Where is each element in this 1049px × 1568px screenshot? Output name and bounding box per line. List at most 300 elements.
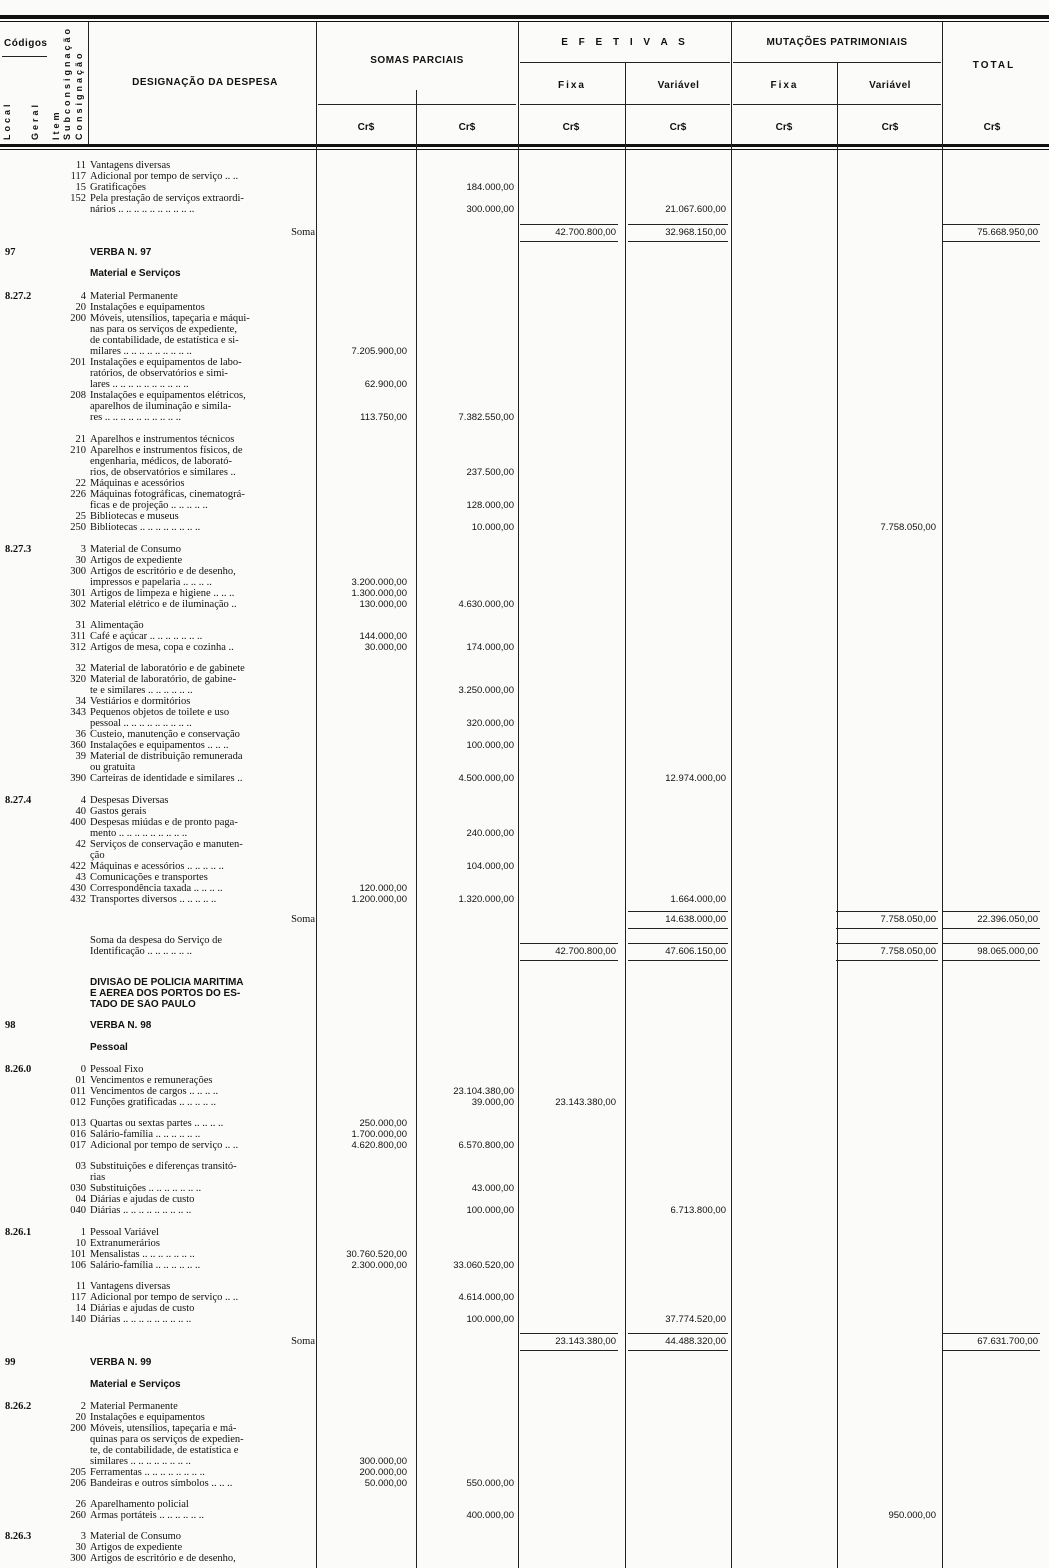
currency-label: Cr$ [881,122,899,133]
expense-description: Vestiários e dormitórios [90,696,191,707]
expense-description: Carteiras de identidade e similares .. [90,773,243,784]
item-code: 208 [70,390,86,401]
expense-description: Pessoal Variável [90,1227,159,1238]
expense-description: Artigos de limpeza e higiene .. .. .. [90,588,235,599]
expense-description: Adicional por tempo de serviço .. .. [90,1140,239,1151]
item-code: 017 [70,1140,86,1151]
expense-description: TADO DE SÃO PAULO [90,999,196,1010]
total-underline [628,928,728,929]
expense-description: Adicional por tempo de serviço .. .. [90,171,239,182]
expense-description: Material de Consumo [90,544,181,555]
currency-label: Cr$ [562,122,580,133]
item-code: 21 [75,434,86,445]
amount-c2: 184.000,00 [466,182,514,193]
amount-c1: 50.000,00 [364,1478,407,1489]
item-code: 25 [75,511,86,522]
amount-c4: 6.713.800,00 [670,1205,726,1216]
expense-description: Instalações e equipamentos [90,1412,205,1423]
amount-c6: 7.758.050,00 [880,946,936,957]
expense-description: Vantagens diversas [90,160,171,171]
expense-description: Despesas miúdas e de pronto paga- [90,817,238,828]
expense-description: Artigos de escritório e de desenho, [90,566,236,577]
expense-description: rios, de observatórios e similares .. [90,467,236,478]
expense-description: Soma [291,1336,315,1347]
expense-description: Pessoal Fixo [90,1064,144,1075]
amount-c2: 4.614.000,00 [458,1292,514,1303]
amount-c1: 144.000,00 [359,631,407,642]
expense-description: Artigos de escritório e de desenho, [90,1553,236,1564]
table-row [0,522,1049,534]
total-underline [628,1333,728,1334]
expense-description: Instalações e equipamentos de labo- [90,357,242,368]
item-code: 04 [75,1194,86,1205]
amount-c3: 23.143.380,00 [555,1097,616,1108]
item-code: 311 [70,631,86,642]
expense-description: Custeio, manutenção e conservação [90,729,240,740]
expense-description: Instalações e equipamentos [90,302,205,313]
currency-label: Cr$ [458,122,476,133]
expense-description: Armas portáteis .. .. .. .. .. .. [90,1510,205,1521]
currency-label: Cr$ [357,122,375,133]
table-row [0,1314,1049,1326]
expense-description: Vencimentos de cargos .. .. .. .. [90,1086,219,1097]
amount-c2: 100.000,00 [466,1314,514,1325]
expense-description: Material e Serviços [90,1379,181,1390]
total-underline [836,928,938,929]
table-row [0,914,1049,926]
table-row [0,1510,1049,1522]
local-code: 8.27.4 [5,795,32,806]
item-code: 31 [75,620,86,631]
expense-description: Despesas Diversas [90,795,169,806]
expense-description: lares .. .. .. .. .. .. .. .. .. .. [90,379,189,390]
expense-description: rias [90,1172,106,1183]
expense-description: Vencimentos e remunerações [90,1075,213,1086]
item-code: 106 [70,1260,86,1271]
expense-description: Café e açúcar .. .. .. .. .. .. .. [90,631,203,642]
total-underline [628,911,728,912]
amount-c4: 14.638.000,00 [665,914,726,925]
item-code: 300 [70,1553,86,1564]
somas-parciais-header: SOMAS PARCIAIS [370,55,464,66]
expense-description: Máquinas fotográficas, cinematográ- [90,489,245,500]
currency-label: Cr$ [669,122,687,133]
designacao-header: DESIGNAÇÃO DA DESPESA [132,77,278,88]
expense-description: Instalações e equipamentos .. .. .. [90,740,229,751]
total-underline [943,928,1040,929]
expense-description: Diárias .. .. .. .. .. .. .. .. .. [90,1314,192,1325]
item-code: 206 [70,1478,86,1489]
efetivas-fixa: Fixa [557,80,586,91]
table-row [0,268,1049,280]
local-code: 97 [5,247,16,258]
item-code: 210 [70,445,86,456]
total-underline [628,224,728,225]
item-code: 36 [75,729,86,740]
expense-description: Bibliotecas e museus [90,511,179,522]
code-col-local: Local [2,101,12,140]
table-row [0,227,1049,239]
codigos-label: Códigos [4,38,48,49]
total-underline [943,943,1040,944]
expense-description: Soma da despesa do Serviço de [90,935,223,946]
somas-underline [318,104,516,105]
amount-c1: 7.205.900,00 [351,346,407,357]
total-underline [943,241,1040,242]
total-header: TOTAL [972,60,1016,71]
amount-c2: 43.000,00 [471,1183,514,1194]
amount-c1: 2.300.000,00 [351,1260,407,1271]
expense-description: Soma [291,914,315,925]
expense-description: VERBA N. 97 [90,247,152,258]
amount-c6: 950.000,00 [888,1510,936,1521]
item-code: 011 [70,1086,86,1097]
efetivas-header: E F E T I V A S [561,37,689,48]
expense-description: Máquinas e acessórios [90,478,185,489]
expense-description: Salário-família .. .. .. .. .. .. [90,1260,201,1271]
total-underline [520,960,618,961]
amount-c2: 4.500.000,00 [458,773,514,784]
expense-description: Bibliotecas .. .. .. .. .. .. .. .. [90,522,201,533]
local-code: 98 [5,1020,16,1031]
item-code: 32 [75,663,86,674]
amount-c1: 1.700.000,00 [351,1129,407,1140]
expense-description: Soma [291,227,315,238]
amount-c1: 113.750,00 [360,412,407,423]
total-underline [943,911,1040,912]
expense-description: E AÉREA DOS PORTOS DO ES- [90,988,241,999]
item-code: 20 [75,302,86,313]
table-row [0,1336,1049,1348]
amount-c2: 237.500,00 [466,467,514,478]
item-code: 40 [75,806,86,817]
expense-description: Aparelhos e instrumentos técnicos [90,434,235,445]
total-underline [520,1333,618,1334]
expense-description: pessoal .. .. .. .. .. .. .. .. .. [90,718,192,729]
amount-c2: 7.382.550,00 [458,412,514,423]
item-code: 3 [80,1531,86,1542]
item-code: 117 [70,171,86,182]
table-row [0,247,1049,259]
total-underline [628,1350,728,1351]
expense-description: ratórios, de observatórios e simi- [90,368,228,379]
expense-description: ficas e de projeção .. .. .. .. .. [90,500,208,511]
item-code: 030 [70,1183,86,1194]
expense-description: Aparelhamento policial [90,1499,189,1510]
item-code: 016 [70,1129,86,1140]
expense-description: Artigos de expediente [90,1542,183,1553]
item-code: 200 [70,1423,86,1434]
expense-description: Substituições .. .. .. .. .. .. .. [90,1183,202,1194]
expense-description: Gratificações [90,182,146,193]
amount-c3: 23.143.380,00 [555,1336,616,1347]
item-code: 312 [70,642,86,653]
amount-c2: 4.630.000,00 [458,599,514,610]
item-code: 226 [70,489,86,500]
amount-c2: 174.000,00 [466,642,514,653]
item-code: 30 [75,1542,86,1553]
expense-description: de contabilidade, de estatística e si- [90,335,239,346]
amount-c2: 104.000,00 [466,861,514,872]
expense-description: Transportes diversos .. .. .. .. .. [90,894,217,905]
amount-c2: 6.570.800,00 [458,1140,514,1151]
item-code: 430 [70,883,86,894]
amount-c2: 100.000,00 [466,1205,514,1216]
amount-c2: 39.000,00 [471,1097,514,1108]
expense-description: Mensalistas .. .. .. .. .. .. .. [90,1249,195,1260]
expense-description: te e similares .. .. .. .. .. .. [90,685,193,696]
item-code: 012 [70,1097,86,1108]
efetivas-underline [520,62,730,63]
expense-description: DIVISÃO DE POLÍCIA MARÍTIMA [90,977,244,988]
item-code: 30 [75,555,86,566]
item-code: 42 [75,839,86,850]
item-code: 11 [75,160,86,171]
total-underline [520,241,618,242]
expense-description: Artigos de expediente [90,555,183,566]
local-code: 8.26.2 [5,1401,32,1412]
efetivas-variavel: Variável [657,80,700,91]
table-row [0,1097,1049,1109]
item-code: 040 [70,1205,86,1216]
item-code: 205 [70,1467,86,1478]
code-col-geral: Geral [30,101,40,140]
expense-description: mento .. .. .. .. .. .. .. .. .. [90,828,188,839]
table-row [0,1379,1049,1391]
amount-c2: 300.000,00 [466,204,514,215]
item-code: 320 [70,674,86,685]
expense-description: Extranumerários [90,1238,160,1249]
table-row [0,1140,1049,1152]
expense-description: Ferramentas .. .. .. .. .. .. .. .. [90,1467,205,1478]
expense-description: Identificação .. .. .. .. .. .. [90,946,193,957]
item-code: 432 [70,894,86,905]
item-code: 422 [70,861,86,872]
item-code: 26 [75,1499,86,1510]
code-col-consignacao: Consignação [74,50,84,140]
total-underline [943,1350,1040,1351]
expense-description: Instalações e equipamentos elétricos, [90,390,246,401]
expense-description: Material de Consumo [90,1531,181,1542]
expense-description: VERBA N. 99 [90,1357,152,1368]
total-underline [836,960,938,961]
expense-description: Material e Serviços [90,268,181,279]
item-code: 300 [70,566,86,577]
total-underline [628,943,728,944]
expense-description: engenharia, médicos, de laborató- [90,456,232,467]
expense-description: Material elétrico e de iluminação .. [90,599,237,610]
expense-description: Alimentação [90,620,144,631]
item-code: 22 [75,478,86,489]
amount-c7: 22.396.050,00 [977,914,1038,925]
item-code: 0 [80,1064,86,1075]
table-row [0,1260,1049,1272]
expense-description: Material Permanente [90,291,178,302]
item-code: 39 [75,751,86,762]
total-underline [943,224,1040,225]
item-code: 10 [75,1238,86,1249]
amount-c4: 37.774.520,00 [665,1314,726,1325]
amount-c3: 42.700.800,00 [555,946,616,957]
table-row [0,1205,1049,1217]
expense-description: Aparelhos e instrumentos físicos, de [90,445,243,456]
currency-label: Cr$ [775,122,793,133]
amount-c1: 300.000,00 [359,1456,407,1467]
mutacoes-sub-underline [733,104,941,105]
expense-description: similares .. .. .. .. .. .. .. .. [90,1456,191,1467]
amount-c1: 250.000,00 [359,1118,407,1129]
table-row [0,946,1049,958]
item-code: 400 [70,817,86,828]
table-row [0,1020,1049,1032]
expense-description: Correspondência taxada .. .. .. .. [90,883,223,894]
item-code: 14 [75,1303,86,1314]
expense-description: Quartas ou sextas partes .. .. .. .. [90,1118,224,1129]
expense-description: Comunicações e transportes [90,872,208,883]
expense-description: Serviços de conservação e manuten- [90,839,243,850]
amount-c4: 12.974.000,00 [665,773,726,784]
mutacoes-fixa: Fixa [770,80,799,91]
local-code: 8.27.3 [5,544,32,555]
local-code: 99 [5,1357,16,1368]
expense-description: Material Permanente [90,1401,178,1412]
item-code: 201 [70,357,86,368]
amount-c2: 100.000,00 [466,740,514,751]
item-code: 01 [75,1075,86,1086]
local-code: 8.26.1 [5,1227,32,1238]
amount-c1: 1.200.000,00 [351,894,407,905]
item-code: 15 [75,182,86,193]
expense-description: Substituições e diferenças transitó- [90,1161,237,1172]
amount-c7: 98.065.000,00 [977,946,1038,957]
total-underline [628,960,728,961]
item-code: 343 [70,707,86,718]
table-row [0,1042,1049,1054]
codigos-underline [2,56,47,57]
item-code: 3 [80,544,86,555]
amount-c3: 42.700.800,00 [555,227,616,238]
amount-c1: 30.000,00 [364,642,407,653]
item-code: 11 [75,1281,86,1292]
item-code: 117 [70,1292,86,1303]
item-code: 301 [70,588,86,599]
amount-c2: 23.104.380,00 [453,1086,514,1097]
amount-c2: 33.060.520,00 [453,1260,514,1271]
expense-description: Pequenos objetos de toilete e uso [90,707,230,718]
amount-c6: 7.758.050,00 [880,522,936,533]
total-underline [943,960,1040,961]
expense-description: Adicional por tempo de serviço .. .. [90,1292,239,1303]
expense-description: nas para os serviços de expediente, [90,324,237,335]
item-code: 250 [70,522,86,533]
amount-c4: 21.067.600,00 [665,204,726,215]
expense-description: quinas para os serviços de expedien- [90,1434,244,1445]
amount-c4: 47.606.150,00 [665,946,726,957]
amount-c7: 75.668.950,00 [977,227,1038,238]
table-row [0,642,1049,654]
expense-description: VERBA N. 98 [90,1020,152,1031]
expense-description: res .. .. .. .. .. .. .. .. .. .. [90,412,181,423]
expense-description: Diárias .. .. .. .. .. .. .. .. .. [90,1205,192,1216]
expense-description: impressos e papelaria .. .. .. .. [90,577,212,588]
table-row [0,1357,1049,1369]
expense-description: Gastos gerais [90,806,147,817]
amount-c1: 3.200.000,00 [351,577,407,588]
expense-description: aparelhos de iluminação e simila- [90,401,232,412]
amount-c2: 3.250.000,00 [458,685,514,696]
expense-description: Móveis, utensílios, tapeçaria e máqui- [90,313,250,324]
expense-description: Material de laboratório e de gabinete [90,663,245,674]
total-underline [520,1350,618,1351]
total-underline [836,943,938,944]
expense-description: Artigos de mesa, copa e cozinha .. [90,642,234,653]
currency-label: Cr$ [983,122,1001,133]
mutacoes-underline [733,62,941,63]
amount-c1: 120.000,00 [359,883,407,894]
table-row [0,1478,1049,1490]
top-rule-thin [0,21,1049,22]
expense-description: Vantagens diversas [90,1281,171,1292]
expense-description: nários .. .. .. .. .. .. .. .. .. .. [90,204,195,215]
expense-description: Diárias e ajudas de custo [90,1194,195,1205]
amount-c4: 1.664.000,00 [670,894,726,905]
amount-c6: 7.758.050,00 [880,914,936,925]
header-bottom-rule [0,144,1049,147]
efetivas-sub-underline [520,104,730,105]
table-row [0,204,1049,216]
item-code: 260 [70,1510,86,1521]
item-code: 140 [70,1314,86,1325]
local-code: 8.26.0 [5,1064,32,1075]
table-row [0,599,1049,611]
total-underline [943,1333,1040,1334]
expense-description: Máquinas e acessórios .. .. .. .. .. [90,861,224,872]
total-underline [836,911,938,912]
expense-description: te, de contabilidade, de estatística e [90,1445,239,1456]
item-code: 20 [75,1412,86,1423]
local-code: 8.26.3 [5,1531,32,1542]
expense-description: Bandeiras e outros símbolos .. .. .. [90,1478,233,1489]
expense-description: Funções gratificadas .. .. .. .. .. [90,1097,216,1108]
table-row [0,894,1049,906]
amount-c2: 550.000,00 [466,1478,514,1489]
expense-description: ção [90,850,105,861]
total-underline [520,224,618,225]
header-bottom-rule-thin [0,149,1049,150]
top-rule [0,15,1049,19]
item-code: 152 [70,193,86,204]
item-code: 43 [75,872,86,883]
expense-description: Salário-família .. .. .. .. .. .. [90,1129,201,1140]
mutacoes-variavel: Variável [869,80,911,91]
expense-description: Diárias e ajudas de custo [90,1303,195,1314]
amount-c1: 30.760.520,00 [346,1249,407,1260]
amount-c1: 4.620.800,00 [351,1140,407,1151]
table-row [0,412,1049,424]
amount-c2: 128.000,00 [466,500,514,511]
item-code: 013 [70,1118,86,1129]
table-row [0,999,1049,1011]
code-col-subconsignacao: Subconsignação [62,25,72,140]
amount-c2: 320.000,00 [466,718,514,729]
item-code: 2 [80,1401,86,1412]
amount-c4: 44.488.320,00 [665,1336,726,1347]
expense-description: Pessoal [90,1042,128,1053]
expense-description: Móveis, utensílios, tapeçaria e má- [90,1423,237,1434]
local-code: 8.27.2 [5,291,32,302]
item-code: 34 [75,696,86,707]
amount-c4: 32.968.150,00 [665,227,726,238]
